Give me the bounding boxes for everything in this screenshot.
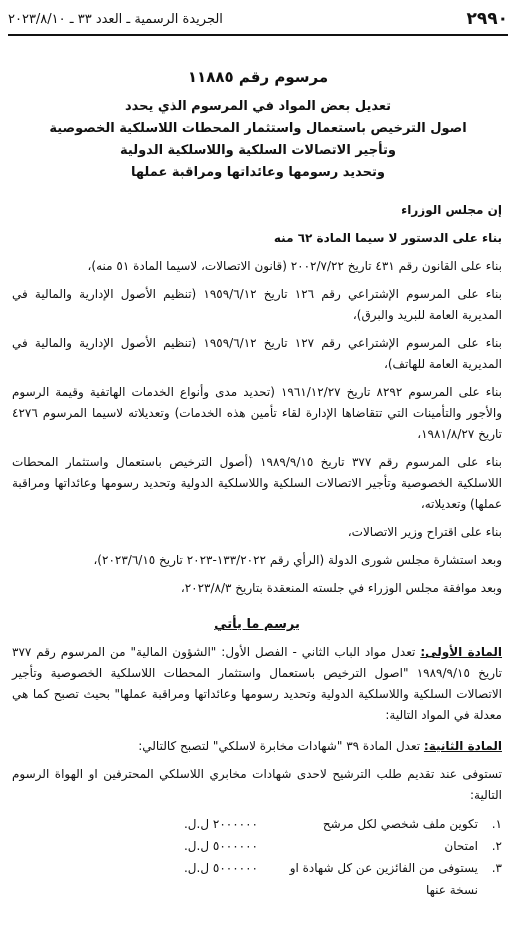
preamble-paragraph: بناء على المرسوم رقم ٣٧٧ تاريخ ١٩٨٩/٩/١٥ (أصول الترخيص باستعمال واستثمار المحطات اللاسلكية الخصوصية وتأجير الاتصالات السلكية واللاسلكية الدولية وتحديد رسومها وعائداتها ومراقبة عملها) وتعديلاته،: [12, 455, 502, 511]
article-1-text: تعدل مواد الباب الثاني - الفصل الأول: "الشؤون المالية" من المرسوم رقم ٣٧٧ تاريخ ١٩٨٩/٩/١٥ "اصول الترخيص باستعمال واستثمار المحطات اللاسلكية الخصوصية وتأجير الاتصالات السلكية واللاسلكية الدولية وتحديد رسومها وعائداتها ومراقبة عملها" بحيث تصبح كما هي معدلة في المواد التالية:: [12, 645, 502, 722]
article-1: [12, 642, 502, 726]
decree-title-block: [40, 68, 476, 184]
article-2: [12, 736, 502, 757]
article-2-label: المادة الثانية:: [423, 739, 502, 753]
item-text: تكوين ملف شخصي لكل مرشح: [322, 817, 478, 831]
page-header: [8, 6, 508, 32]
item-number: ٣.: [491, 861, 502, 875]
item-amount: ٢٠٠٠٠٠٠ ل.ل.: [183, 817, 258, 831]
page-number: ٢٩٩٠: [466, 9, 508, 29]
decree-heading: يرسم ما يأتي: [214, 617, 300, 632]
article-2-text: تعدل المادة ٣٩ "شهادات مخابرة لاسلكي" لتصبح كالتالي:: [138, 739, 424, 753]
preamble-paragraph: بناء على المرسوم الإشتراعي رقم ١٢٧ تاريخ ١٩٥٩/٦/١٢ (تنظيم الأصول الإدارية والمالية في المديرية العامة للهاتف)،: [12, 336, 502, 371]
title-line: وتأجير الاتصالات السلكية واللاسلكية الدولية: [120, 143, 396, 158]
item-amount: ٥٠٠٠٠٠٠ ل.ل.: [183, 839, 258, 853]
document-body: [12, 200, 502, 901]
item-text: امتحان: [444, 839, 478, 853]
title-line: وتحديد رسومها وعائداتها ومراقبة عملها: [130, 165, 386, 180]
title-line: اصول الترخيص باستعمال واستثمار المحطات اللاسلكية الخصوصية: [49, 121, 467, 136]
item-amount: ٥٠٠٠٠٠٠ ل.ل.: [183, 861, 258, 875]
title-line: تعديل بعض المواد في المرسوم الذي يحدد: [124, 99, 392, 114]
preamble-paragraph: بناء على القانون رقم ٤٣١ تاريخ ٢٠٠٢/٧/٢٢ (قانون الاتصالات، لاسيما المادة ٥١ منه)،: [87, 259, 502, 273]
decree-number: مرسوم رقم ١١٨٨٥: [187, 68, 329, 86]
list-item: [12, 835, 502, 857]
list-item: [12, 857, 502, 901]
preamble-paragraph: وبعد استشارة مجلس شورى الدولة (الرأي رقم ١٣٣/٢٠٢٢-٢٠٢٣ تاريخ ٢٠٢٣/٦/١٥)،: [93, 553, 502, 567]
council-heading: إن مجلس الوزراء: [401, 203, 502, 217]
preamble-paragraph: بناء على المرسوم ٨٢٩٢ تاريخ ١٩٦١/١٢/٢٧ (تحديد مدى وأنواع الخدمات الهاتفية وقيمة الرسوم والأجور والتأمينات التي تتقاضاها الإدارة لقاء تأمين هذه الخدمات) وتعديلاته لاسيما المرسوم ٤٢٧٦ تاريخ ١٩٨١/٨/٢٧،: [12, 385, 502, 441]
article-1-label: المادة الأولى:: [420, 645, 503, 659]
preamble-paragraph: وبعد موافقة مجلس الوزراء في جلسته المنعقدة بتاريخ ٢٠٢٣/٨/٣،: [180, 581, 502, 595]
item-number: ٢.: [491, 839, 502, 853]
item-number: ١.: [491, 817, 502, 831]
header-divider: [8, 34, 508, 36]
constitution-clause: بناء على الدستور لا سيما المادة ٦٢ منه: [273, 231, 502, 245]
fees-list: [12, 813, 502, 901]
list-item: [12, 813, 502, 835]
article-2-intro: تستوفى عند تقديم طلب الترشيح لاحدى شهادات مخابري اللاسلكي المحترفين او الهواة الرسوم التالية:: [12, 767, 502, 802]
preamble-paragraph: بناء على المرسوم الإشتراعي رقم ١٢٦ تاريخ ١٩٥٩/٦/١٢ (تنظيم الأصول الإدارية والمالية في المديرية العامة للبريد والبرق)،: [12, 287, 502, 322]
preamble-paragraph: بناء على اقتراح وزير الاتصالات،: [347, 525, 502, 539]
gazette-issue-line: الجريدة الرسمية ـ العدد ٣٣ ـ ٢٠٢٣/٨/١٠: [8, 11, 223, 27]
item-text: يستوفى من الفائزين عن كل شهادة او نسخة عنها: [289, 861, 478, 897]
